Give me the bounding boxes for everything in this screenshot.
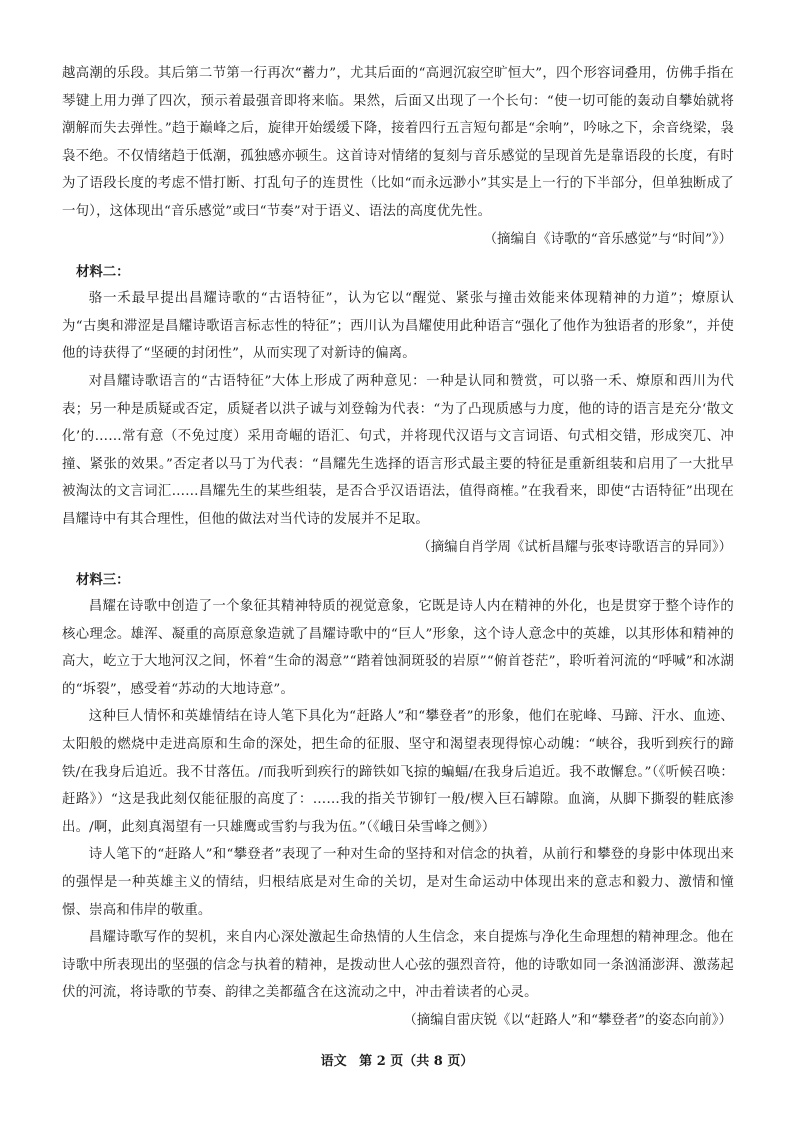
material3-paragraph-3: 诗人笔下的“赶路人”和“攀登者”表现了一种对生命的坚持和对信念的执着，从前行和攀登的身影中体现出来的强悍是一种英雄主义的情结，归根结底是对生命的关切，是对生命运动中体现出来的意志和毅力、激情和憧憬、崇高和伟岸的敬重。 xyxy=(62,847,734,918)
material2-source: （摘编自肖学周《试析昌耀与张枣诗歌语言的异同》） xyxy=(417,539,732,555)
material3-paragraph-2: 这种巨人情怀和英雄情结在诗人笔下具化为“赶路人”和“攀登者”的形象，他们在驼峰、马蹄、汗水、血迹、太阳般的燃烧中走进高原和生命的深处，把生命的征服、坚守和渴望表现得惊心动魄：“峡谷，我听到疾行的蹄铁/在我身后追近。我不甘落伍。/而我听到疾行的蹄铁如飞掠的蝙蝠/在我身后追近。我不敢懈怠。”（《听候召唤：赶路》）“这是我此刻仅能征服的高度了：……我的指关节铆钉一般/楔入巨石罅隙。血滴，从脚下撕裂的鞋底渗出。/啊，此刻真渴望有一只雄鹰或雪豹与我为伍。”（《峨日朵雪峰之侧》） xyxy=(62,709,734,835)
material3-paragraph-1: 昌耀在诗歌中创造了一个象征其精神特质的视觉意象，它既是诗人内在精神的外化，也是贯穿于整个诗作的核心理念。雄浑、凝重的高原意象造就了昌耀诗歌中的“巨人”形象，这个诗人意念中的英雄，以其形体和精神的高大，屹立于大地河汉之间，怀着“生命的渴意”“踏着蚀洞斑驳的岩原”“俯首苍茫”，聆听着河流的“呼喊”和冰湖的“坼裂”，感受着“苏动的大地诗意”。 xyxy=(62,599,734,697)
material3-paragraph-4: 昌耀诗歌写作的契机，来自内心深处激起生命热情的人生信念，来自提炼与净化生命理想的精神理念。他在诗歌中所表现出的坚强的信念与执着的精神，是拨动世人心弦的强烈音符，他的诗歌如同一条汹涌澎湃、激荡起伏的河流，将诗歌的节奏、韵律之美都蕴含在这流动之中，冲击着读者的心灵。 xyxy=(62,930,734,1001)
page-footer xyxy=(0,1050,794,1069)
material2-paragraph-1: 骆一禾最早提出昌耀诗歌的“古语特征”，认为它以“醒觉、紧张与撞击效能来体现精神的力道”；燎原认为“古奥和滞涩是昌耀诗歌语言标志性的特征”；西川认为昌耀使用此种语言“强化了他作为独语者的形象”，并使他的诗获得了“坚硬的封闭性”，从而实现了对新诗的偏离。 xyxy=(62,291,734,362)
page-content xyxy=(62,60,734,1035)
material1-source: （摘编自《诗歌的“音乐感觉”与“时间”》） xyxy=(483,231,732,247)
material1-tail-paragraph: 越高潮的乐段。其后第二节第一行再次“蓄力”，尤其后面的“高迥沉寂空旷恒大”，四个形容词叠用，仿佛手指在琴键上用力弹了四次，预示着最强音即将来临。果然，后面又出现了一个长句：“使一切可能的轰动自攀始就将潮解而失去弹性。”趋于巅峰之后，旋律开始缓缓下降，接着四行五言短句都是“余响”，吟咏之下，余音绕梁，袅袅不绝。不仅情绪趋于低潮，孤独感亦顿生。这首诗对情绪的复刻与音乐感觉的呈现首先是靠语段的长度，有时为了语段长度的考虑不惜打断、打乱句子的连贯性（比如“而永远渺小”其实是上一行的下半部分，但单独断成了一句），这体现出“音乐感觉”或曰“节奏”对于语义、语法的高度优先性。 xyxy=(62,66,734,219)
material2-paragraph-2: 对昌耀诗歌语言的“古语特征”大体上形成了两种意见：一种是认同和赞赏，可以骆一禾、燎原和西川为代表；另一种是质疑或否定，质疑者以洪子诚与刘登翰为代表：“为了凸现质感与力度，他的诗的语言是充分‘散文化’的……常有意（不免过度）采用奇崛的语汇、句式，并将现代汉语与文言词语、句式相交错，形成突兀、冲撞、紧张的效果。”否定者以马丁为代表：“昌耀先生选择的语言形式最主要的特征是重新组装和启用了一大批早被淘汰的文言词汇……昌耀先生的某些组装，是否合乎汉语语法，值得商榷。”在我看来，即使“古语特征”出现在昌耀诗中有其合理性，但他的做法对当代诗的发展并不足取。 xyxy=(62,373,734,527)
material3-source: （摘编自雷庆锐《以“赶路人”和“攀登者”的姿态向前》） xyxy=(403,1013,732,1028)
material3-heading: 材料三： xyxy=(76,572,130,589)
footer-subject: 语文 xyxy=(320,1054,347,1069)
material2-heading: 材料二： xyxy=(76,264,130,281)
footer-page-number: 第 2 页（共 8 页） xyxy=(359,1054,474,1069)
